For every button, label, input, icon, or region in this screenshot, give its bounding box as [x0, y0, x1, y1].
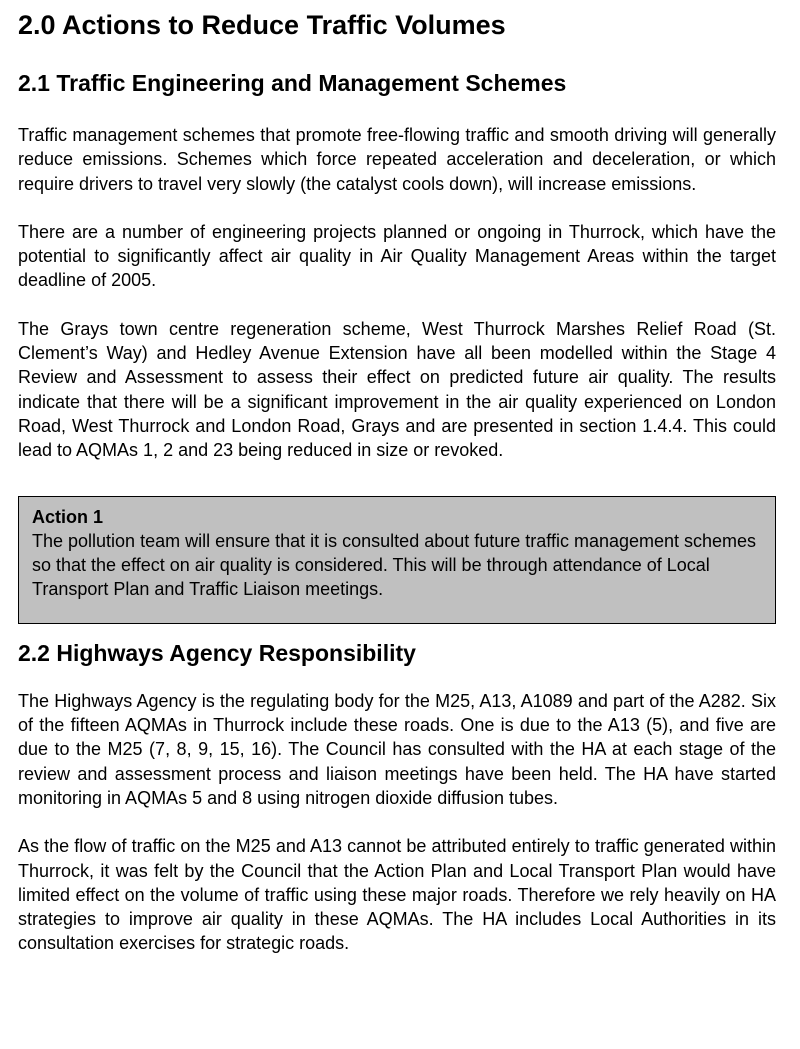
section-heading-wrapper — [18, 8, 776, 44]
section-2-1-paragraph-3: The Grays town centre regeneration scheme, West Thurrock Marshes Relief Road (St. Clement’s Way) and Hedley Avenue Extension have all been modelled within the Stage 4 Review and Assessment to assess their effect on predicted future air quality. The results indicate that there will be a significant improvement in the air quality experienced on London Road, West Thurrock and London Road, Grays and are presented in section 1.4.4. This could lead to AQMAs 1, 2 and 23 being reduced in size or revoked. — [18, 318, 776, 461]
section-2-2-heading: 2.2 Highways Agency Responsibility — [18, 639, 416, 666]
section-2-2-paragraph-2: As the flow of traffic on the M25 and A13 cannot be attributed entirely to traffic generated within Thurrock, it was felt by the Council that the Action Plan and Local Transport Plan would have limited effect on the volume of traffic using these major roads. Therefore we rely heavily on HA strategies to improve air quality in these AQMAs. The HA includes Local Authorities in its consultation exercises for strategic roads. — [18, 836, 776, 954]
section-2-2-paragraph-1: The Highways Agency is the regulating body for the M25, A13, A1089 and part of the A282. Six of the fifteen AQMAs in Thurrock include these roads. One is due to the A13 (5), and five are due to the M25 (7, 8, 9, 15, 16). The Council has consulted with the HA at each stage of the review and assessment process and liaison meetings have been held. The HA have started monitoring in AQMAs 5 and 8 using nitrogen dioxide diffusion tubes. — [18, 690, 776, 808]
section-2-1-paragraph-2: There are a number of engineering projects planned or ongoing in Thurrock, which have the potential to significantly affect air quality in Air Quality Management Areas within the target deadline of 2005. — [18, 221, 776, 291]
section-2-heading: 2.0 Actions to Reduce Traffic Volumes — [18, 10, 506, 40]
action-1-title: Action 1 — [32, 506, 104, 527]
action-1-text: The pollution team will ensure that it is consulted about future traffic management schemes so that the effect on air quality is considered. This will be through attendance of Local Transport Plan and Traffic Liaison meetings. — [32, 530, 757, 600]
action-1-box — [18, 496, 776, 624]
section-2-1-paragraph-1: Traffic management schemes that promote free-flowing traffic and smooth driving will generally reduce emissions. Schemes which force repeated acceleration and deceleration, or which require drivers to travel very slowly (the catalyst cools down), will increase emissions. — [18, 125, 776, 194]
section-2-1-heading: 2.1 Traffic Engineering and Management Schemes — [18, 70, 567, 96]
